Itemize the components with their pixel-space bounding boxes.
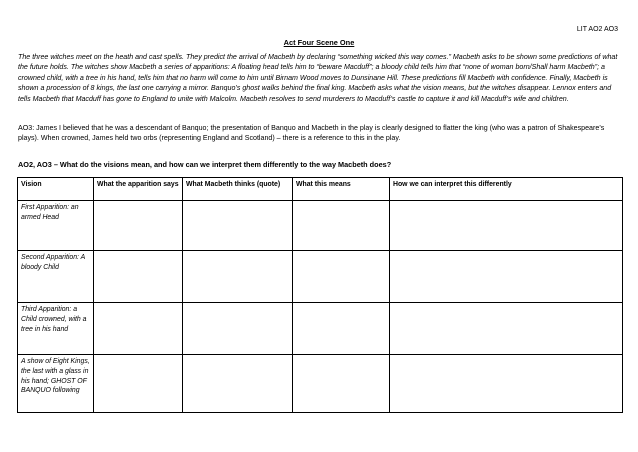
what-this-means-cell[interactable] xyxy=(293,355,390,413)
header-apparition-says: What the apparition says xyxy=(94,178,183,201)
vision-cell: First Apparition: an armed Head xyxy=(18,201,94,251)
interpret-differently-cell[interactable] xyxy=(390,355,623,413)
ao3-context-note: AO3: James I believed that he was a descendant of Banquo; the presentation of Banquo and Macbeth in the play is clearly designed to flatter the king (who was a patron of Shakespeare’s plays). When crowned, James held two orbs (representing England and Scotland) – there is a reference to this in the play. xyxy=(18,124,605,143)
scene-summary: The three witches meet on the heath and cast spells. They predict the arrival of Macbeth by declaring “something wicked this way comes.” Macbeth asks to be shown some predictions of what the future holds. The witches show Macbeth a series of apparitions: A floating head tells him to “beware Macduff”; a bloody child tells him that “none of woman born/Shall harm Macbeth”; a crowned child, with a tree in his hand, tells him that no harm will come to him until Birnam Wood moves to Dunsinane Hill. These predictions fill Macbeth with confidence. Finally, Macbeth is shown a procession of 8 kings, the last one carrying a mirror. Banquo’s ghost walks behind the final king. Macbeth asks what the vision means, but the witches disappear. Lennox enters and tells Macbeth that Macduff has gone to England to unite with Malcolm. Macbeth resolves to send murderers to Macduff’s castle to capture it and kill Macduff’s wife and children. xyxy=(18,53,618,103)
task-question: AO2, AO3 – What do the visions mean, and how can we interpret them differently to the way Macbeth does? xyxy=(18,160,392,169)
apparition-says-cell[interactable] xyxy=(94,303,183,355)
header-macbeth-thinks: What Macbeth thinks (quote) xyxy=(183,178,293,201)
header-interpret-differently: How we can interpret this differently xyxy=(390,178,623,201)
macbeth-thinks-cell[interactable] xyxy=(183,303,293,355)
vision-cell: Second Apparition: A bloody Child xyxy=(18,251,94,303)
what-this-means-cell[interactable] xyxy=(293,201,390,251)
table-row xyxy=(18,303,623,355)
interpret-differently-cell[interactable] xyxy=(390,201,623,251)
table-row xyxy=(18,355,623,413)
apparition-says-cell[interactable] xyxy=(94,201,183,251)
macbeth-thinks-cell[interactable] xyxy=(183,355,293,413)
header-what-this-means: What this means xyxy=(293,178,390,201)
macbeth-thinks-cell[interactable] xyxy=(183,251,293,303)
table-header-row xyxy=(18,178,623,201)
interpret-differently-cell[interactable] xyxy=(390,303,623,355)
table-row xyxy=(18,201,623,251)
vision-cell: Third Apparition: a Child crowned, with a tree in his hand xyxy=(18,303,94,355)
interpret-differently-cell[interactable] xyxy=(390,251,623,303)
header-vision: Vision xyxy=(18,178,94,201)
page-title: Act Four Scene One xyxy=(283,38,355,47)
table-row xyxy=(18,251,623,303)
what-this-means-cell[interactable] xyxy=(293,303,390,355)
vision-cell: A show of Eight Kings, the last with a glass in his hand; GHOST OF BANQUO following xyxy=(18,355,94,413)
macbeth-thinks-cell[interactable] xyxy=(183,201,293,251)
apparition-says-cell[interactable] xyxy=(94,251,183,303)
apparition-says-cell[interactable] xyxy=(94,355,183,413)
visions-table xyxy=(17,177,623,413)
what-this-means-cell[interactable] xyxy=(293,251,390,303)
assessment-code: LIT AO2 AO3 xyxy=(576,26,618,33)
